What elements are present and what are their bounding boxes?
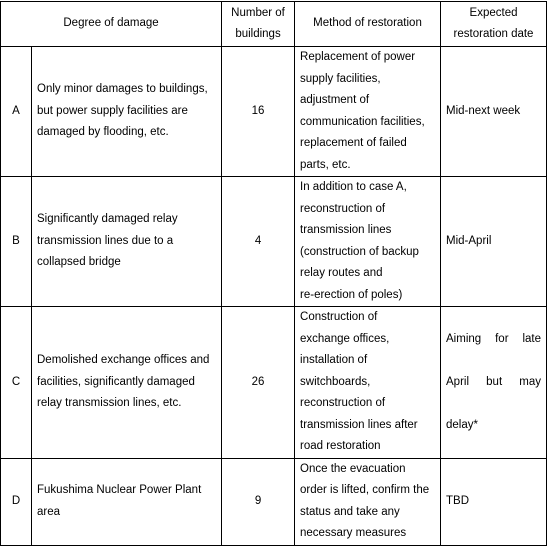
restoration-method: Once the evacuation order is lifted, confirm the status and take any necessary measures [295,458,441,545]
damage-description: Significantly damaged relay transmission lines due to a collapsed bridge [32,177,222,307]
expected-date: Mid-April [441,177,547,307]
expected-date-line: Aiming for late [446,332,542,345]
building-count: 9 [222,458,295,545]
table-header-row [1,2,547,47]
restoration-method: Replacement of power supply facilities, adjustment of communication facilities, replacement of failed parts, etc. [295,47,441,177]
expected-date-line: April but may [446,375,542,388]
table-row [1,307,547,459]
header-method-of-restoration: Method of restoration [295,2,441,47]
restoration-method: In addition to case A, reconstruction of transmission lines (construction of backup relay routes and re-erection of poles) [295,177,441,307]
expected-date: Mid-next week [441,47,547,177]
expected-date-line: delay* [446,418,478,431]
header-number-of-buildings: Number of buildings [222,2,295,47]
header-degree-of-damage: Degree of damage [1,2,222,47]
building-count: 4 [222,177,295,307]
expected-date [441,307,547,459]
damage-description: Fukushima Nuclear Power Plant area [32,458,222,545]
row-letter: B [1,177,32,307]
building-count: 16 [222,47,295,177]
damage-description: Only minor damages to buildings, but power supply facilities are damaged by flooding, etc. [32,47,222,177]
building-count: 26 [222,307,295,459]
row-letter: A [1,47,32,177]
table-row [1,177,547,307]
expected-date: TBD [441,458,547,545]
table-row [1,47,547,177]
header-expected-restoration-date: Expected restoration date [441,2,547,47]
row-letter: D [1,458,32,545]
row-letter: C [1,307,32,459]
restoration-method: Construction of exchange offices, installation of switchboards, reconstruction of transmission lines after road restoration [295,307,441,459]
restoration-table [0,1,547,546]
damage-description: Demolished exchange offices and facilities, significantly damaged relay transmission lines, etc. [32,307,222,459]
table-row [1,458,547,545]
